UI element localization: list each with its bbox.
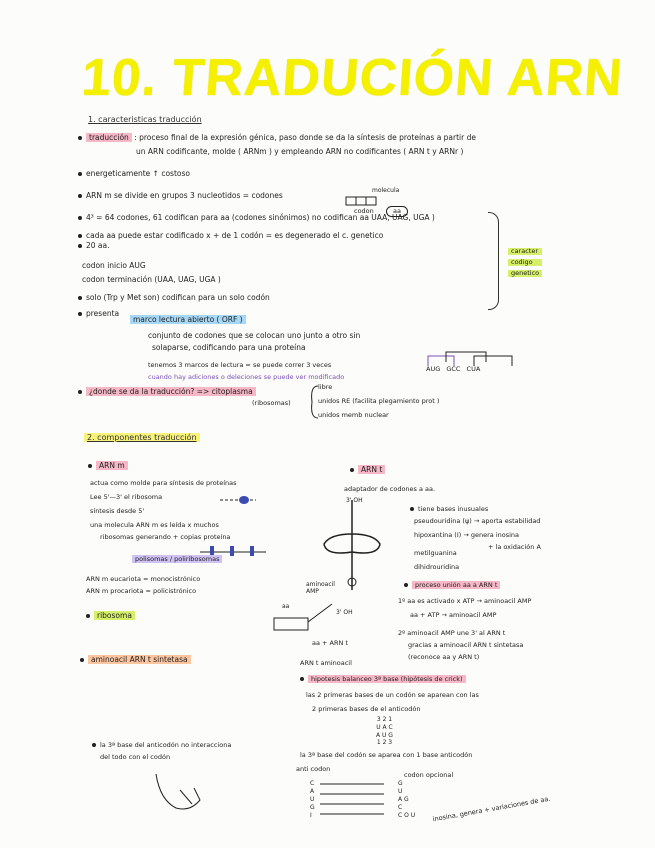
section2-heading (84, 434, 200, 443)
base-2: hipoxantina (I) → genera inosina (414, 531, 520, 539)
ac-letter-4: G (310, 804, 315, 812)
codon-cua: CUA (466, 365, 481, 373)
ribosome-mini-icon (220, 494, 260, 508)
hip-1: las 2 primeras bases de un codón se aparean con las (306, 691, 479, 699)
terminacion-text: codon terminación (UAA, UAG, UGA ) (82, 275, 221, 284)
arnt-heading (350, 466, 385, 474)
energeticamente-item (78, 170, 190, 178)
grupos-item (78, 192, 283, 200)
c-letter-2: U (398, 788, 403, 796)
bullet-icon (78, 194, 82, 198)
page-title: 10. TRADUCIÓN ARN (79, 49, 625, 107)
aminoacil-label: aminoacil ARN t sintetasa (88, 655, 191, 664)
codon-aa-oval: aa (386, 206, 408, 217)
codon-seq (426, 366, 480, 373)
bullet-icon (86, 614, 90, 618)
trna-bases-4: 1 2 3 (376, 739, 393, 747)
energeticamente-text: energeticamente ↑ costoso (86, 169, 190, 178)
ribosomas-text: (ribosomas) (252, 399, 291, 407)
ac-letter-2: A (310, 788, 315, 796)
unidos-memb-text: unidos memb nuclear (318, 411, 389, 419)
grupos-text: ARN m se divide en grupos 3 nucleotidos = codones (86, 191, 283, 200)
ac-letter-3: U (310, 796, 315, 804)
base-4: dihidrouridina (414, 563, 460, 571)
hipotesis-heading (300, 676, 466, 683)
bullet-icon (92, 743, 96, 747)
trna-bases-3: A U G (376, 731, 393, 739)
diagram-3oh-b: 3' OH (336, 609, 353, 616)
section2-heading-text: 2. componentes traducción (84, 433, 200, 442)
solo-item (78, 294, 270, 302)
base-1: pseudouridina (ψ) → aporta estabilidad (414, 517, 541, 525)
traduccion-item (78, 134, 476, 142)
trna-bases-1: 3 2 1 (376, 716, 393, 723)
tenemos-text: tenemos 3 marcos de lectura = se puede correr 3 veces (148, 361, 332, 369)
traduccion-label: traducción (86, 133, 132, 142)
c-letter-3: A G (398, 796, 409, 804)
bullet-icon (78, 296, 82, 300)
diagram-3oh: 3' OH (346, 497, 363, 504)
bullet-icon (410, 507, 414, 511)
anticodon-label: anti codon (296, 765, 331, 773)
diagram-amp: aminoacil AMP (306, 581, 335, 595)
traduccion-def-1: : proceso final de la expresión génica, paso donde se da la síntesis de proteínas a partir de (134, 133, 476, 142)
presenta-text: presenta (86, 309, 120, 318)
anticodon-letters (310, 780, 315, 820)
arnm-5: ribosomas generando + copias proteína (100, 533, 231, 541)
marco-label-text: marco lectura abierto ( ORF ) (130, 315, 246, 324)
bullet-icon (350, 468, 354, 472)
unidos-re-text: unidos RE (facilita plegamiento prot ) (318, 397, 440, 405)
solo-text: solo (Trp y Met son) codifican para un solo codón (86, 293, 270, 302)
inosina-note: inosina, genera + variaciones de aa. (432, 794, 551, 824)
bullet-icon (78, 136, 82, 140)
ribosoma-label: ribosoma (94, 611, 135, 620)
b20aa-text: 20 aa. (86, 241, 110, 250)
bullet-icon (300, 677, 304, 681)
arnm-heading (88, 462, 128, 470)
bullet-icon (404, 583, 408, 587)
polisomas (132, 556, 222, 563)
b20aa-item (78, 242, 110, 250)
diagram-aa: aa (282, 603, 290, 610)
c-letter-5: C O U (398, 812, 416, 820)
bottom-note (92, 742, 231, 749)
c-letter-4: C (398, 804, 403, 812)
ribosoma-heading (86, 612, 135, 620)
step-2: 2º aminoacil AMP une 3' al ARN t (398, 629, 506, 637)
ribosome-brace-icon (308, 386, 320, 420)
bases-heading (410, 506, 488, 513)
donde-item (78, 388, 256, 396)
presenta-item (78, 310, 119, 318)
cada-aa-text: cada aa puede estar codificado x + de 1 codón = es degenerado el c. genetico (86, 231, 384, 240)
proceso-heading (404, 582, 500, 589)
bullet-icon (80, 658, 84, 662)
bullet-icon (78, 312, 82, 316)
arnt-1: adaptador de codones a aa. (344, 485, 436, 493)
bullet-icon (78, 244, 82, 248)
section1-heading: 1. caracteristicas traducción (88, 115, 202, 124)
ac-letter-1: C (310, 780, 315, 787)
bullet-icon (78, 390, 82, 394)
c-letter-1: G (398, 780, 403, 787)
hipotesis-label: hipotesis balanceo 3ª base (hipótesis de crick) (308, 675, 466, 683)
proceso-label: proceso unión aa a ARN t (412, 581, 500, 589)
caracter-side (508, 248, 542, 277)
trna-bases (376, 716, 393, 747)
inicio-item (82, 262, 146, 270)
codon-label: codon (354, 207, 374, 215)
base-2b: + la oxidación A (488, 543, 541, 551)
b43-item (78, 214, 435, 222)
step-2b: gracias a aminoacil ARN t sintetasa (408, 641, 524, 649)
hand-sketch-icon (150, 770, 206, 814)
terminacion-item (82, 276, 221, 284)
bullet-icon (78, 172, 82, 176)
aminoacil-heading (80, 656, 191, 664)
traduccion-def-2: un ARN codificante, molde ( ARNm ) y empleando ARN no codificantes ( ARN t y ARNr ) (136, 147, 464, 156)
side-brace (488, 212, 499, 310)
bottom-note-1: la 3ª base del anticodón no interacciona (100, 741, 232, 749)
polisomas-text: polisomas / poliribosomas (132, 555, 222, 563)
codon-gcc: GCC (446, 365, 461, 373)
marco-def-1: conjunto de codones que se colocan uno junto a otro sin (148, 331, 361, 340)
eucariota: ARN m eucariota = monocistrónico (86, 575, 201, 583)
arnm-label: ARN m (96, 461, 128, 470)
codon-opt-label: codon opcional (404, 771, 454, 779)
bullet-icon (88, 464, 92, 468)
arnm-1: actua como molde para síntesis de proteínas (90, 479, 237, 487)
arnm-2: Lee 5'—3' el ribosoma (90, 493, 163, 501)
marco-label (130, 316, 246, 324)
arnm-4: una molecula ARN m es leída x muchos (90, 521, 219, 529)
bullet-icon (78, 216, 82, 220)
step-2c: (reconoce aa y ARN t) (408, 653, 480, 661)
codon-molecula-label: molecula (372, 187, 400, 194)
hip-3: la 3ª base del codón se aparea con 1 base anticodón (300, 751, 473, 759)
hip-2: 2 primeras bases de el anticodón (312, 705, 421, 713)
marco-def-2: solaparse, codificando para una proteína (152, 343, 306, 352)
donde-text: ¿donde se da la traducción? => citoplasma (86, 387, 256, 396)
step-1b: aa + ATP → aminoacil AMP (410, 611, 497, 619)
caracter-word: caracter (508, 248, 542, 255)
bottom-note-2: del todo con el codón (100, 753, 171, 761)
step-1: 1º aa es activado x ATP → aminoacil AMP (398, 597, 532, 605)
trna-bases-2: U A C (376, 723, 393, 731)
bases-label: tiene bases inusuales (418, 505, 489, 513)
arnm-3: síntesis desde 5' (90, 507, 145, 515)
arnt-aminoacil: ARN t aminoacil (300, 659, 352, 667)
cada-aa-item (78, 232, 383, 240)
arnt-label: ARN t (358, 465, 385, 474)
codon-aug: AUG (426, 365, 441, 373)
aa-arnt: aa + ARN t (312, 639, 348, 647)
procariota: ARN m procariota = policistrónico (86, 587, 197, 595)
bullet-icon (78, 234, 82, 238)
inicio-text: codon inicio AUG (82, 261, 146, 270)
cuando-hay-text: cuando hay adiciones o deleciones se puede ver modificado (148, 373, 345, 381)
codigo-word: codigo (508, 259, 542, 266)
libre-text: libre (318, 383, 333, 391)
ac-letter-5: I (310, 812, 312, 820)
codon-box-icon (346, 196, 386, 206)
pairing-lines-icon (320, 782, 390, 826)
base-3: metilguanina (414, 549, 457, 557)
b43-text: 4³ = 64 codones, 61 codifican para aa (codones sinónimos) no codifican aa UAA, UAG, UGA ) (86, 213, 435, 222)
genetico-word: genetico (508, 270, 542, 277)
codon-letters (398, 780, 415, 820)
